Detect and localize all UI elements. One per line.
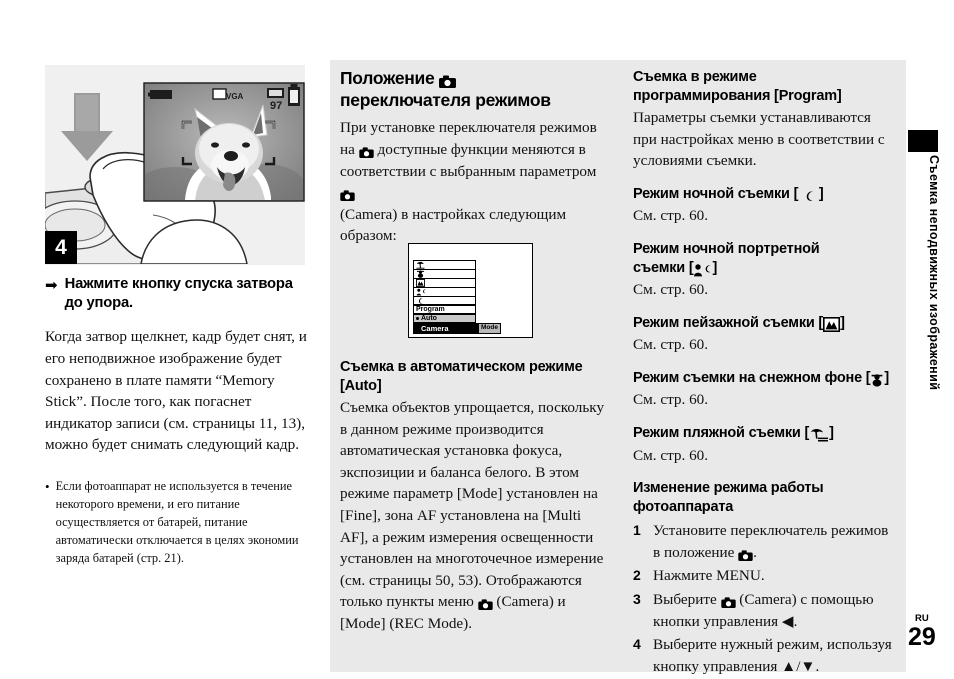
intro-part-1: При установке переключателя режимов на — [340, 119, 597, 158]
step-item-1 — [633, 520, 895, 563]
auto-mode-section — [340, 358, 605, 634]
step-text-part2: . — [753, 543, 757, 561]
step-item-2 — [633, 565, 895, 587]
program-mode-heading — [633, 68, 895, 105]
night-portrait-heading-line2: съемки [ — [633, 259, 694, 276]
night-portrait-mode-heading — [633, 240, 895, 277]
page-footer — [908, 614, 950, 650]
menu-row-landscape — [413, 278, 476, 287]
snow-mode-section — [633, 369, 895, 411]
step-item-4 — [633, 634, 895, 677]
instruction-heading: Нажмите кнопку спуска затвора до упора. — [64, 276, 293, 312]
snow-heading-close: ] — [884, 369, 890, 386]
step-number-badge: 4 — [45, 231, 77, 264]
step-number: 1 — [633, 522, 641, 539]
mode-menu-diagram — [408, 243, 533, 338]
camera-shutter-illustration — [45, 65, 305, 264]
menu-row-auto-label: Auto — [421, 315, 437, 322]
selection-dot-icon — [416, 317, 419, 320]
menu-row-night-portrait — [413, 287, 476, 296]
section-title — [340, 68, 605, 111]
step-text-part1: Выберите — [653, 590, 717, 608]
night-icon — [802, 190, 815, 203]
beach-mode-heading — [633, 424, 895, 443]
menu-row-night — [413, 296, 476, 305]
night-portrait-icon — [693, 263, 712, 277]
auto-mode-heading — [340, 358, 605, 395]
step-number: 3 — [633, 590, 641, 607]
night-mode-heading — [633, 185, 895, 204]
menu-row-program — [413, 305, 476, 314]
shutter-body-paragraph: Когда затвор щелкнет, кадр будет снят, и его неподвижное изображение будет сохранено в плате памяти “Memory Stick”. После того, как погаснет индикатор записи (см. страницы 11, 13), можно будет снимать следующий кадр. — [45, 328, 307, 454]
camera-mode-icon — [721, 597, 736, 608]
bullet-icon: • — [45, 478, 50, 494]
night-portrait-mode-body: См. стр. 60. — [633, 281, 709, 299]
mode-dial-intro — [340, 117, 605, 246]
svg-text:97: 97 — [270, 100, 283, 112]
program-mode-body: Параметры съемки устанавливаются при настройках меню в соответствии с условиями съемки. — [633, 109, 885, 170]
beach-icon — [416, 261, 425, 269]
beach-mode-section — [633, 424, 895, 466]
night-mode-section — [633, 185, 895, 227]
step-text-part1: Установите переключатель режимов в положение — [653, 522, 889, 561]
page-number: 29 — [908, 622, 936, 651]
step-number: 4 — [633, 636, 641, 653]
change-mode-heading-line1: Изменение режима работы — [633, 480, 824, 497]
chapter-tab-marker — [908, 130, 938, 152]
night-portrait-icon — [416, 288, 427, 296]
snow-heading-text: Режим съемки на снежном фоне [ — [633, 369, 871, 386]
step-text-part2: (Camera) с помощью кнопки управления ◀. — [653, 590, 874, 630]
camera-mode-icon — [439, 75, 456, 88]
program-mode-heading-line2: программирования [Program] — [633, 87, 842, 104]
snow-mode-body: См. стр. 60. — [633, 391, 709, 409]
beach-icon — [809, 428, 829, 442]
night-portrait-mode-section — [633, 240, 895, 301]
section-title-line2: переключателя режимов — [340, 89, 551, 110]
power-save-note-text: Если фотоаппарат не используется в течение некоторого времени, и его питание осуществляется от батарей, питание автоматически отключается в целях экономии заряда батарей (стр. 21). — [55, 478, 299, 565]
beach-mode-body: См. стр. 60. — [633, 446, 709, 464]
step-text: Нажмите MENU. — [653, 567, 765, 585]
auto-mode-heading-line1: Съемка в автоматическом режиме — [340, 359, 583, 375]
left-column — [45, 275, 310, 568]
menu-row-beach — [413, 260, 476, 269]
mode-menu-list — [413, 260, 498, 334]
landscape-heading-text: Режим пейзажной съемки [ — [633, 314, 824, 331]
menu-bottom-bar — [413, 323, 501, 334]
svg-text:VGA: VGA — [226, 92, 244, 101]
step-number: 2 — [633, 567, 641, 584]
beach-heading-close: ] — [829, 425, 834, 441]
menu-row-snow — [413, 269, 476, 278]
night-icon — [416, 297, 424, 305]
snow-icon — [870, 373, 884, 387]
power-save-note — [45, 478, 310, 568]
snow-icon — [416, 270, 425, 278]
step-text: Выберите нужный режим, используя кнопку управления ▲/▼. — [653, 636, 892, 675]
auto-mode-body — [340, 397, 605, 634]
snow-mode-heading — [633, 369, 895, 388]
change-mode-section — [633, 479, 895, 677]
program-mode-section — [633, 68, 895, 172]
change-mode-steps — [633, 520, 895, 677]
menu-bar-mode-chip: Mode — [481, 324, 498, 332]
camera-mode-icon — [340, 190, 355, 201]
night-portrait-heading-line1: Режим ночной портретной — [633, 240, 820, 257]
intro-part-2: доступные функции меняются в соответствии с выбранным параметром — [340, 140, 597, 180]
step-text — [653, 589, 895, 632]
program-mode-heading-line1: Съемка в режиме — [633, 69, 757, 85]
step-item-3 — [633, 589, 895, 632]
landscape-mode-body: См. стр. 60. — [633, 336, 709, 354]
change-mode-heading-line2: фотоаппарата — [633, 498, 734, 515]
intro-part-3: (Camera) в настройках следующим образом: — [340, 205, 567, 245]
landscape-mode-section — [633, 314, 895, 356]
section-title-line1: Положение — [340, 68, 435, 88]
landscape-icon — [823, 317, 840, 332]
instruction-callout — [45, 275, 310, 313]
night-mode-body: См. стр. 60. — [633, 207, 709, 225]
auto-mode-body-part1: Съемка объектов упрощается, поскольку в данном режиме производится автоматическая установка фокуса, экспозиции и баланса белого. В этом режиме параметр [Mode] установлен на [Fine], зона AF установлена на [Multi AF], а режим измерения освещенности установлен на многоточечное измерение (см. страницы 50, 53). Отображаются только пункты меню — [340, 399, 605, 611]
landscape-heading-close: ] — [840, 314, 845, 331]
camera-mode-icon — [738, 550, 753, 561]
landscape-mode-heading — [633, 314, 895, 333]
menu-row-auto — [413, 314, 476, 323]
arrow-right-icon: ➡ — [45, 276, 58, 294]
menu-row-program-label: Program — [416, 306, 445, 313]
change-mode-heading — [633, 479, 895, 516]
beach-heading-text: Режим пляжной съемки [ — [633, 425, 810, 441]
camera-mode-icon — [478, 599, 493, 610]
auto-mode-body-part2: (Camera) и [Mode] (REC Mode). — [340, 593, 566, 632]
landscape-icon — [416, 279, 425, 287]
camera-mode-icon — [359, 147, 374, 158]
night-mode-heading-close: ] — [818, 185, 824, 202]
night-portrait-heading-close: ] — [712, 259, 718, 276]
night-mode-heading-text: Режим ночной съемки [ — [633, 185, 799, 202]
chapter-tab-label: Съемка неподвижных изображений — [927, 155, 941, 391]
language-code: RU — [915, 613, 929, 624]
auto-mode-heading-line2: [Auto] — [340, 377, 382, 394]
step-text — [653, 520, 895, 563]
menu-bar-camera-label: Camera — [421, 324, 449, 333]
right-column — [633, 68, 895, 679]
middle-column — [340, 68, 605, 247]
